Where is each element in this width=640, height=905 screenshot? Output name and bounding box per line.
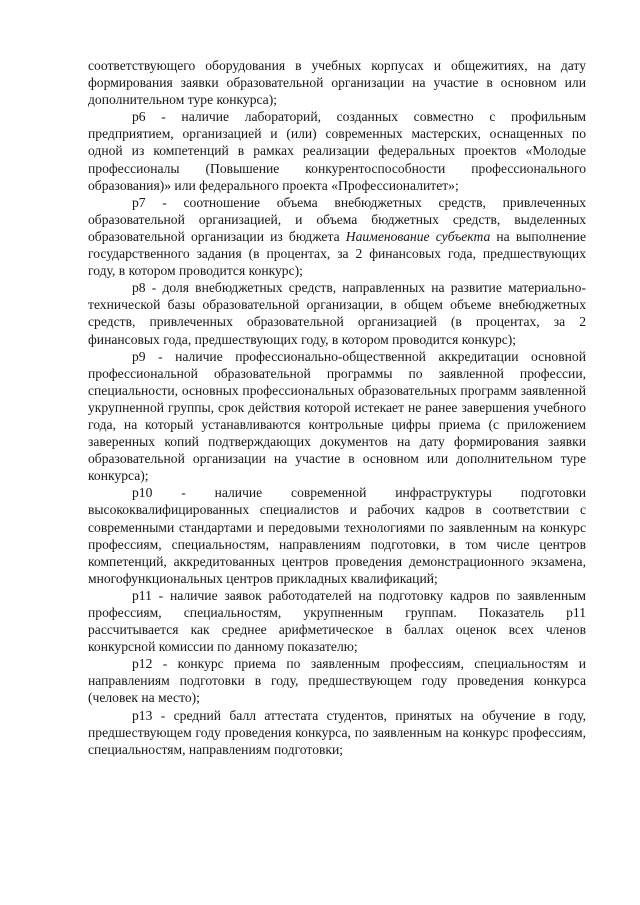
paragraph-p8	[88, 279, 586, 347]
paragraph-text: р8 - доля внебюджетных средств, направленных на развитие материально-технической базы образовательной организации, в общем объеме внебюджетных средств, привлеченных образовательной организацией (в процентах, за 2 финансовых года, предшествующих году, в котором проводится конкурс);	[88, 280, 586, 347]
paragraph-text: на выполнение государственного задания (в процентах, за 2 финансовых года, предшествующих году, в котором проводится конкурс);	[88, 228, 586, 279]
paragraph-p12	[88, 655, 586, 706]
paragraph-p5-tail	[88, 57, 586, 108]
paragraph-p10	[88, 484, 586, 587]
paragraph-text: р13 - средний балл аттестата студентов, принятых на обучение в году, предшествующем году проведения конкурса, по заявленным на конкурс профессиям, специальностям, направлениям подготовки;	[88, 707, 586, 757]
paragraph-p13	[88, 707, 586, 758]
paragraph-text: соответствующего оборудования в учебных корпусах и общежитиях, на дату формирования заявки образовательной организации на участие в основном или дополнительном туре конкурса);	[88, 58, 586, 108]
paragraph-p9	[88, 348, 586, 485]
paragraph-p6	[88, 108, 586, 193]
paragraph-text: р6 - наличие лабораторий, созданных совместно с профильным предприятием, организацией и (или) современных мастерских, оснащенных по одной из компетенций в рамках реализации федеральных проектов «Молодые профессионалы (Повышение конкурентоспособности профессионального образования)» или федерального проекта «Профессионалитет»;	[88, 109, 586, 193]
paragraph-p11	[88, 587, 586, 655]
paragraph-text: р10 - наличие современной инфраструктуры подготовки высококвалифицированных специалистов и рабочих кадров в соответствии с современными стандартами и передовыми технологиями по заявленным на конкурс профессиям, специальностям, направлениям подготовки, в том числе центров компетенций, аккредитованных центров проведения демонстрационного экзамена, многофункциональных центров прикладных квалификаций;	[88, 485, 586, 586]
paragraph-text: р11 - наличие заявок работодателей на подготовку кадров по заявленным профессиям, специальностям, укрупненным группам. Показатель р11 рассчитывается как среднее арифметическое в баллах оценок всех членов конкурсной комиссии по данному показателю;	[88, 587, 586, 655]
italic-placeholder-text: Наименование субъекта	[345, 228, 491, 244]
document-body	[88, 57, 586, 758]
paragraph-p7	[88, 194, 586, 279]
paragraph-text: р7 - соотношение объема внебюджетных средств, привлеченных образовательной организацией, и объема бюджетных средств, выделенных образовательной организации из бюджета	[88, 194, 586, 244]
paragraph-text: р9 - наличие профессионально-общественной аккредитации основной профессиональной образовательной программы по заявленной профессии, специальности, основных профессиональных образовательных программ заявленной укрупненной группы, срок действия которой истекает не ранее завершения учебного года, на который устанавливаются контрольные цифры приема (с приложением заверенных копий подтверждающих документов на дату формирования заявки образовательной организации на участие в основном или дополнительном туре конкурса);	[88, 348, 586, 484]
paragraph-text: р12 - конкурс приема по заявленным профессиям, специальностям и направлениям подготовки в году, предшествующем году проведения конкурса (человек на место);	[88, 656, 586, 706]
